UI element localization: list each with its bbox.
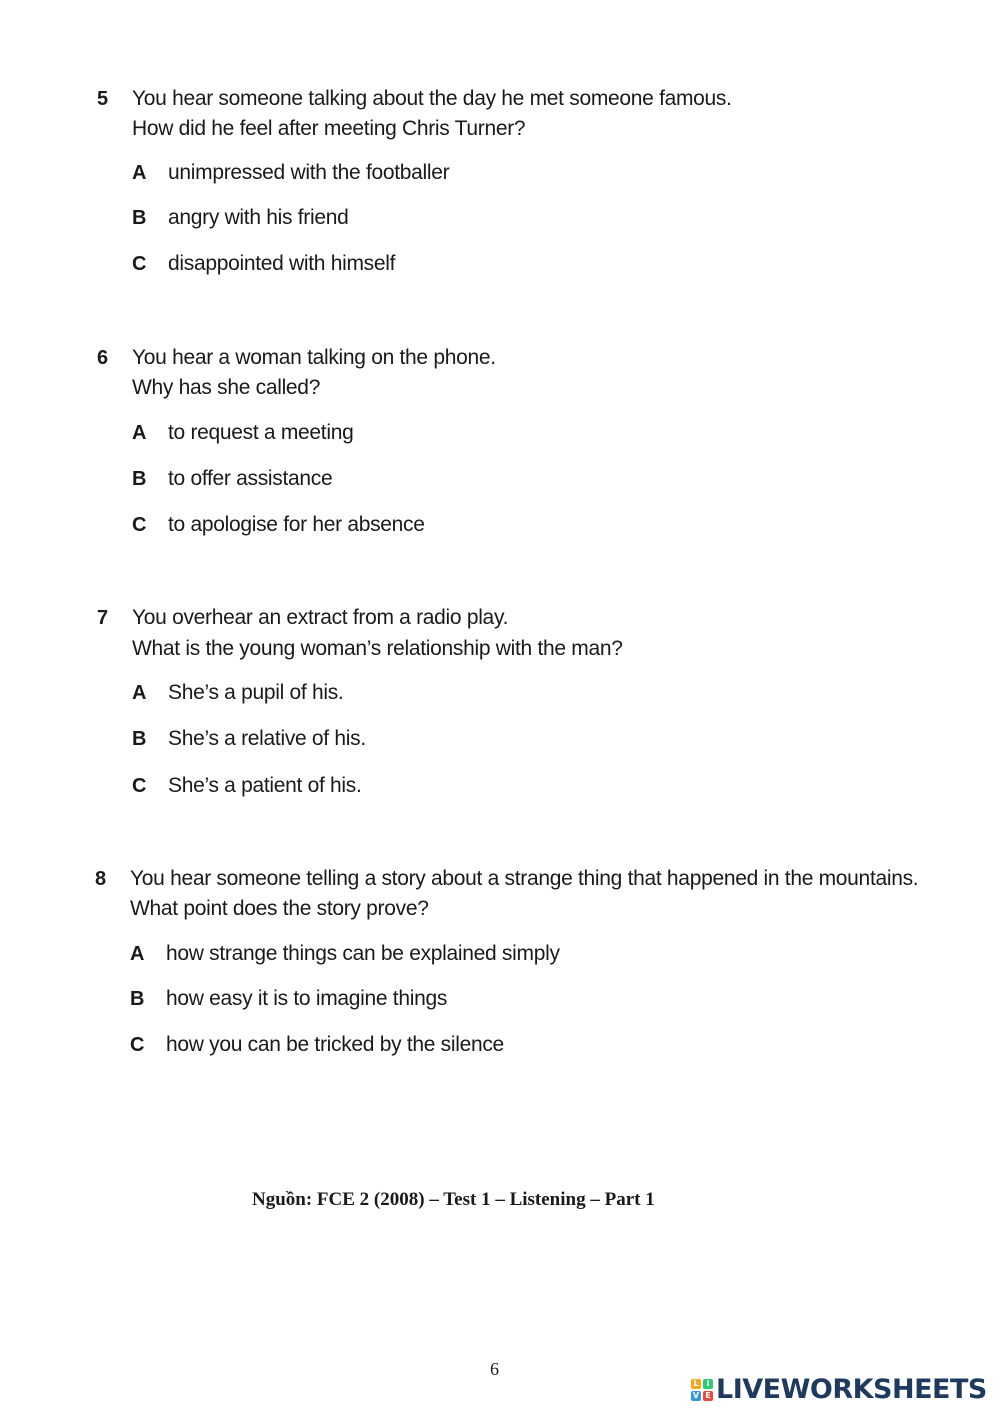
question-number: 6: [97, 347, 109, 369]
question-line-1: You overhear an extract from a radio play.: [132, 606, 509, 629]
option-letter: A: [132, 162, 147, 184]
option-text: unimpressed with the footballer: [168, 161, 450, 184]
option-text: to request a meeting: [168, 421, 354, 444]
option-text: to offer assistance: [168, 467, 333, 490]
brand-name: LIVEWORKSHEETS: [716, 1374, 987, 1405]
question-line-1: You hear a woman talking on the phone.: [132, 346, 496, 369]
option-text: how easy it is to imagine things: [166, 987, 448, 1010]
option-text: She’s a patient of his.: [168, 774, 362, 797]
option-letter: B: [132, 207, 147, 229]
question-line-2: How did he feel after meeting Chris Turner?: [132, 117, 526, 140]
question-number: 8: [95, 868, 107, 890]
question-line-2: Why has she called?: [132, 376, 321, 399]
question-number: 7: [97, 607, 109, 629]
option-letter: C: [132, 775, 147, 797]
question-line-1: You hear someone telling a story about a strange thing that happened in the mountains.: [130, 867, 919, 890]
option-letter: B: [130, 988, 145, 1010]
option-text: She’s a relative of his.: [168, 727, 366, 750]
option-letter: B: [132, 728, 147, 750]
question-line-2: What point does the story prove?: [130, 897, 429, 920]
option-letter: B: [132, 468, 147, 490]
liveworksheets-logo-icon: L I V E: [691, 1379, 713, 1401]
liveworksheets-brand[interactable]: [691, 1373, 987, 1407]
option-text: how strange things can be explained simply: [166, 942, 560, 965]
question-line-1: You hear someone talking about the day he met someone famous.: [132, 87, 732, 110]
option-text: She’s a pupil of his.: [168, 681, 344, 704]
question-line-2: What is the young woman’s relationship with the man?: [132, 637, 623, 660]
option-letter: C: [130, 1034, 145, 1056]
question-number: 5: [97, 88, 109, 110]
option-letter: C: [132, 253, 147, 275]
option-letter: A: [132, 422, 147, 444]
option-letter: C: [132, 514, 147, 536]
source-citation: Nguồn: FCE 2 (2008) – Test 1 – Listening – Part 1: [252, 1189, 655, 1210]
option-letter: A: [132, 682, 147, 704]
option-letter: A: [130, 943, 145, 965]
option-text: angry with his friend: [168, 206, 349, 229]
page-number: 6: [490, 1359, 499, 1379]
option-text: to apologise for her absence: [168, 513, 425, 536]
option-text: how you can be tricked by the silence: [166, 1033, 504, 1056]
option-text: disappointed with himself: [168, 252, 396, 275]
